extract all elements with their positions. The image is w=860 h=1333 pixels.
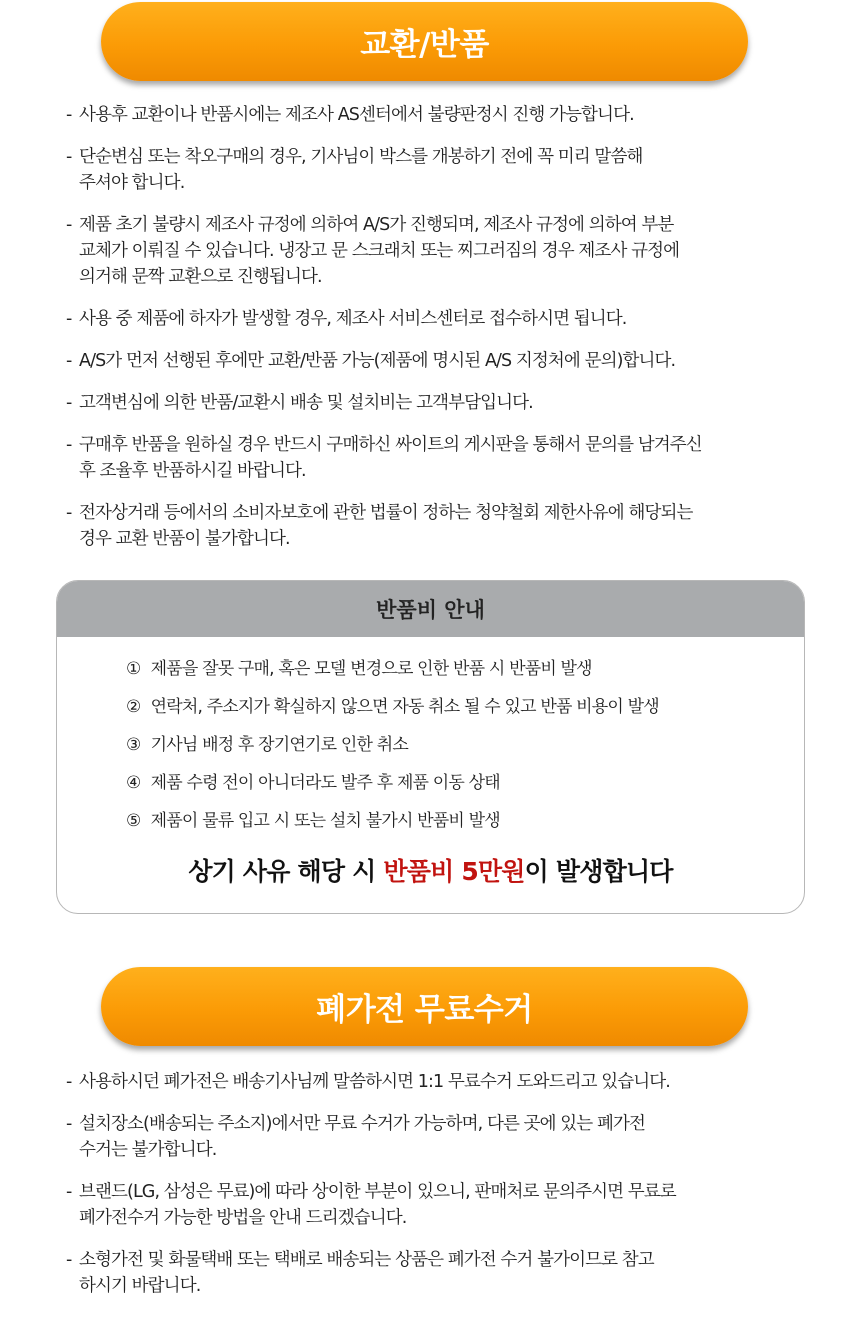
item-number: ④ bbox=[126, 773, 141, 793]
list-item-text: 소형가전 및 화물택배 또는 택배로 배송되는 상품은 폐가전 수거 불가이므로 참고 bbox=[79, 1250, 654, 1270]
bullet-dash: - bbox=[66, 1182, 72, 1202]
return-fee-list bbox=[126, 655, 659, 845]
list-item bbox=[66, 144, 836, 196]
bullet-dash: - bbox=[66, 1250, 72, 1270]
list-item-text: 전자상거래 등에서의 소비자보호에 관한 법률이 정하는 청약철회 제한사유에 해당되는 bbox=[79, 503, 693, 523]
return-fee-notice-post: 이 발생합니다 bbox=[524, 857, 673, 886]
bullet-dash: - bbox=[66, 393, 72, 413]
item-number: ⑤ bbox=[126, 811, 141, 831]
bullet-dash: - bbox=[66, 147, 72, 167]
list-item bbox=[126, 807, 659, 835]
list-item-text: 고객변심에 의한 반품/교환시 배송 및 설치비는 고객부담입니다. bbox=[79, 393, 533, 413]
list-item-text: 폐가전수거 가능한 방법을 안내 드리겠습니다. bbox=[79, 1208, 407, 1228]
list-item-text: 제품 초기 불량시 제조사 규정에 의하여 A/S가 진행되며, 제조사 규정에 의하여 부분 bbox=[79, 215, 674, 235]
bullet-dash: - bbox=[66, 309, 72, 329]
bullet-dash: - bbox=[66, 351, 72, 371]
bullet-dash: - bbox=[66, 435, 72, 455]
list-item-text: 기사님 배정 후 장기연기로 인한 취소 bbox=[150, 735, 408, 755]
list-item-text: 사용 중 제품에 하자가 발생할 경우, 제조사 서비스센터로 접수하시면 됩니다. bbox=[79, 309, 627, 329]
free-pickup-title: 폐가전 무료수거 bbox=[316, 992, 533, 1028]
bullet-dash: - bbox=[66, 1114, 72, 1134]
list-item bbox=[66, 212, 836, 290]
bullet-dash: - bbox=[66, 503, 72, 523]
bullet-dash: - bbox=[66, 1072, 72, 1092]
list-item-text: 제품 수령 전이 아니더라도 발주 후 제품 이동 상태 bbox=[150, 773, 500, 793]
list-item-text: 수거는 불가합니다. bbox=[79, 1140, 217, 1160]
list-item bbox=[66, 348, 836, 374]
free-pickup-header bbox=[101, 967, 748, 1046]
list-item-text: 설치장소(배송되는 주소지)에서만 무료 수거가 가능하며, 다른 곳에 있는 폐가전 bbox=[79, 1114, 645, 1134]
list-item-text: 사용하시던 폐가전은 배송기사님께 말씀하시면 1:1 무료수거 도와드리고 있습니다. bbox=[79, 1072, 670, 1092]
return-fee-box bbox=[56, 580, 805, 914]
list-item bbox=[126, 731, 659, 759]
list-item bbox=[66, 390, 836, 416]
list-item bbox=[66, 1069, 836, 1095]
item-number: ② bbox=[126, 697, 141, 717]
list-item-text: 하시기 바랍니다. bbox=[79, 1276, 201, 1296]
list-item-text: 제품이 물류 입고 시 또는 설치 불가시 반품비 발생 bbox=[150, 811, 500, 831]
exchange-return-header bbox=[101, 2, 748, 81]
list-item-text: 사용후 교환이나 반품시에는 제조사 AS센터에서 불량판정시 진행 가능합니다. bbox=[79, 105, 634, 125]
bullet-dash: - bbox=[66, 105, 72, 125]
list-item-text: 단순변심 또는 착오구매의 경우, 기사님이 박스를 개봉하기 전에 꼭 미리 말씀해 bbox=[79, 147, 643, 167]
list-item-text: 제품을 잘못 구매, 혹은 모델 변경으로 인한 반품 시 반품비 발생 bbox=[150, 659, 592, 679]
list-item-text: 구매후 반품을 원하실 경우 반드시 구매하신 싸이트의 게시판을 통해서 문의를 남겨주신 bbox=[79, 435, 702, 455]
item-number: ③ bbox=[126, 735, 141, 755]
exchange-return-title: 교환/반품 bbox=[360, 27, 489, 63]
list-item bbox=[126, 769, 659, 797]
return-fee-notice bbox=[57, 852, 804, 888]
list-item bbox=[126, 693, 659, 721]
list-item bbox=[66, 1179, 836, 1231]
free-pickup-list bbox=[66, 1069, 836, 1315]
list-item-text: 교체가 이뤄질 수 있습니다. 냉장고 문 스크래치 또는 찌그러짐의 경우 제조사 규정에 bbox=[79, 241, 680, 261]
item-number: ① bbox=[126, 659, 141, 679]
return-fee-amount: 반품비 5만원 bbox=[383, 857, 525, 886]
exchange-return-list bbox=[66, 102, 836, 568]
list-item bbox=[66, 102, 836, 128]
list-item-text: 브랜드(LG, 삼성은 무료)에 따라 상이한 부분이 있으니, 판매처로 문의주시면 무료로 bbox=[79, 1182, 676, 1202]
list-item-text: 연락처, 주소지가 확실하지 않으면 자동 취소 될 수 있고 반품 비용이 발생 bbox=[150, 697, 659, 717]
list-item-text: 경우 교환 반품이 불가합니다. bbox=[79, 529, 290, 549]
bullet-dash: - bbox=[66, 215, 72, 235]
list-item bbox=[66, 306, 836, 332]
return-fee-header bbox=[57, 581, 804, 637]
list-item bbox=[66, 432, 836, 484]
list-item bbox=[66, 1111, 836, 1163]
list-item-text: 후 조율후 반품하시길 바랍니다. bbox=[79, 461, 306, 481]
return-fee-title: 반품비 안내 bbox=[376, 598, 485, 622]
return-fee-notice-pre: 상기 사유 해당 시 bbox=[188, 857, 384, 886]
list-item-text: 주셔야 합니다. bbox=[79, 173, 185, 193]
list-item-text: A/S가 먼저 선행된 후에만 교환/반품 가능(제품에 명시된 A/S 지정처에 문의)합니다. bbox=[79, 351, 676, 371]
list-item bbox=[66, 500, 836, 552]
list-item-text: 의거해 문짝 교환으로 진행됩니다. bbox=[79, 267, 322, 287]
list-item bbox=[66, 1247, 836, 1299]
list-item bbox=[126, 655, 659, 683]
